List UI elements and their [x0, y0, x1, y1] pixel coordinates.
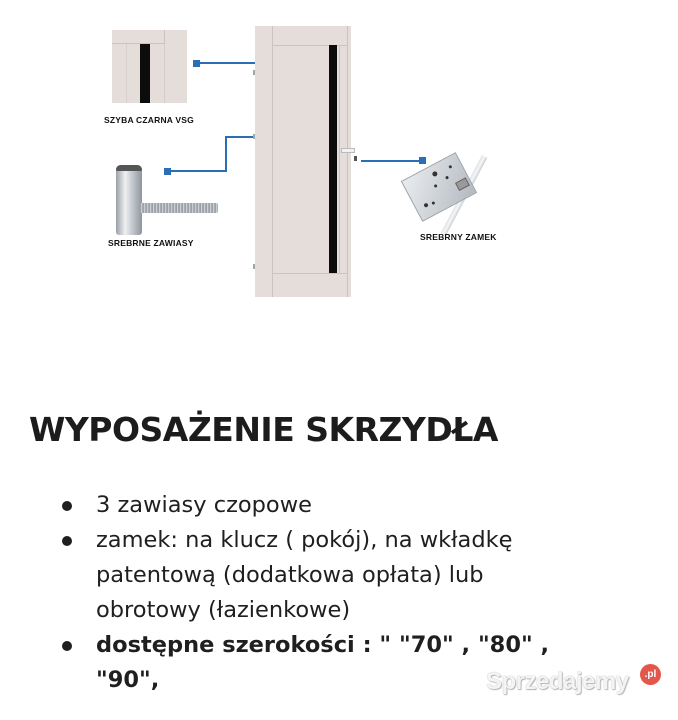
- lock-body: [401, 152, 477, 222]
- lock-image: [400, 150, 500, 230]
- bullet-icon: [62, 501, 72, 511]
- hinge-mark-top: [253, 70, 255, 75]
- list-item-text: 3 zawiasy czopowe: [96, 492, 312, 518]
- hinge-image: [108, 165, 223, 237]
- bullet-icon: [62, 536, 72, 546]
- black-glass-strip: [140, 44, 150, 103]
- keyhole: [354, 156, 357, 161]
- door-handle: [341, 148, 355, 153]
- list-item-text: obrotowy (łazienkowe): [96, 597, 351, 623]
- list-item-text: patentową (dodatkowa opłata) lub: [96, 562, 484, 588]
- watermark-badge: .pl: [640, 664, 661, 685]
- door-glass-strip: [329, 45, 337, 273]
- hinge-connector-line-v: [225, 136, 227, 172]
- watermark-logo: Sprzedajemy: [486, 668, 629, 695]
- bullet-icon: [62, 641, 72, 651]
- lock-caption: SREBRNY ZAMEK: [420, 232, 497, 242]
- hinge-connector-line-h2: [225, 136, 253, 138]
- hinge-mark-bottom: [253, 264, 255, 269]
- list-item-text: zamek: na klucz ( pokój), na wkładkę: [96, 527, 513, 553]
- hinge-mark-middle: [253, 134, 255, 139]
- glass-caption: SZYBA CZARNA VSG: [104, 115, 194, 125]
- feature-list: [0, 488, 640, 698]
- list-item: [0, 488, 640, 523]
- list-item-text: "90",: [96, 667, 160, 693]
- list-item: [0, 523, 640, 628]
- hinge-pin: [116, 167, 142, 235]
- door-leaf: [255, 26, 351, 297]
- glass-thumbnail: [112, 30, 187, 103]
- hinge-caption: SREBRNE ZAWIASY: [108, 238, 194, 248]
- section-title: WYPOSAŻENIE SKRZYDŁA: [29, 410, 498, 449]
- hinge-screw: [140, 203, 218, 213]
- list-item-text: dostępne szerokości : " "70" , "80" ,: [96, 632, 550, 658]
